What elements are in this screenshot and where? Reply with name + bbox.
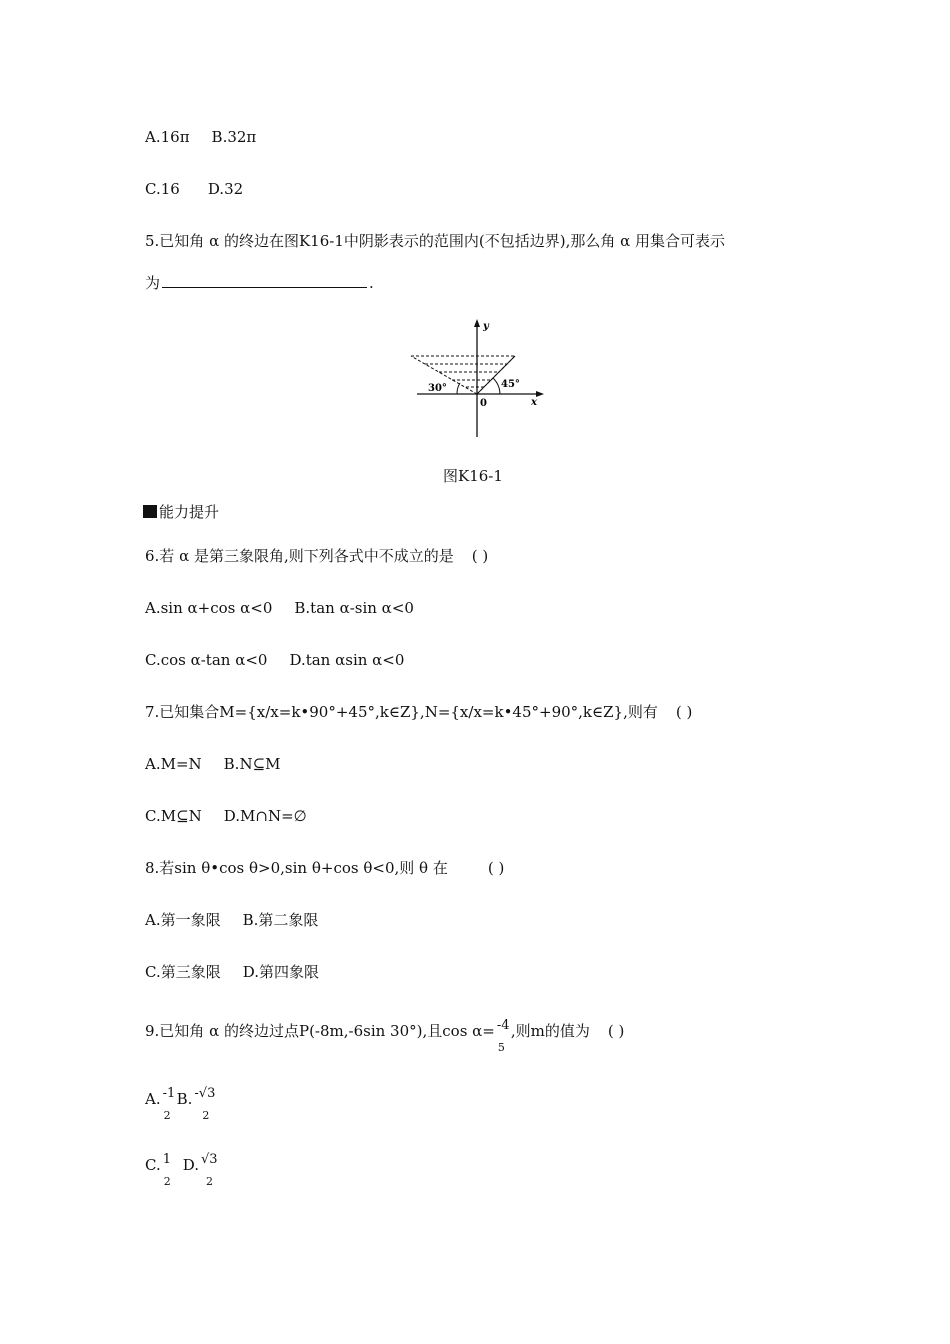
section-header: [143, 502, 219, 522]
q9-stem-suffix: ,则m的值为: [510, 1022, 590, 1040]
q9-option-d-numerator: √3: [200, 1152, 218, 1167]
q6-stem: 6.若 α 是第三象限角,则下列各式中不成立的是: [145, 547, 454, 565]
q9-option-a-denominator: 2: [163, 1109, 171, 1122]
q9-stem-prefix: 9.已知角 α 的终边过点P(-8m,-6sin 30°),且cos α=: [145, 1022, 495, 1040]
figure-k16-1: [405, 315, 550, 445]
q9-option-a-label: A.: [145, 1090, 161, 1108]
q9-cos-fraction: [495, 1016, 511, 1054]
q9-option-c-numerator: 1: [162, 1152, 171, 1167]
q5-stem-line2: [145, 273, 374, 293]
q6-option-d: D.tan αsin α<0: [289, 651, 405, 669]
q5-answer-blank[interactable]: [162, 273, 367, 288]
q6-option-b: B.tan α-sin α<0: [294, 599, 414, 617]
q9-option-a-fraction: [161, 1084, 177, 1122]
q6-stem-line: [145, 546, 488, 566]
q9-cos-numerator: -4: [496, 1018, 510, 1033]
q4-option-a: A.16π: [145, 128, 190, 146]
q9-cos-denominator: 5: [497, 1041, 505, 1054]
q6-option-a: A.sin α+cos α<0: [145, 599, 273, 617]
q9-option-b-fraction: [192, 1084, 220, 1122]
q8-option-d: D.第四象限: [242, 963, 319, 981]
q6-options-row1: [145, 598, 414, 618]
q6-answer-paren[interactable]: ( ): [471, 547, 489, 565]
q4-options-row1: [145, 127, 256, 147]
q5-stem-line1: 5.已知角 α 的终边在图K16-1中阴影表示的范围内(不包括边界),那么角 α 用集合可表示: [145, 232, 726, 250]
q7-option-c: C.M⊆N: [145, 807, 202, 825]
q8-option-b: B.第二象限: [242, 911, 319, 929]
q9-option-c-fraction: [161, 1150, 175, 1188]
q9-option-c-denominator: 2: [163, 1175, 171, 1188]
q4-option-b: B.32π: [211, 128, 257, 146]
q9-option-d-fraction: [199, 1150, 221, 1188]
q7-option-a: A.M=N: [145, 755, 202, 773]
q9-option-b-numerator: -√3: [194, 1086, 216, 1101]
q9-option-b-label: B.: [176, 1090, 193, 1108]
q4-option-c: C.16: [145, 180, 180, 198]
square-bullet-icon: [143, 505, 157, 518]
q7-stem: 7.已知集合M={x/x=k•90°+45°,k∈Z},N={x/x=k•45°+90°,k∈Z},则有: [145, 703, 658, 721]
q6-option-c: C.cos α-tan α<0: [145, 651, 268, 669]
q7-option-b: B.N⊆M: [223, 755, 281, 773]
q7-answer-paren[interactable]: ( ): [675, 703, 693, 721]
arc-30: [457, 383, 460, 394]
q7-option-d: D.M∩N=∅: [223, 807, 307, 825]
q4-option-d: D.32: [207, 180, 244, 198]
q8-options-row1: [145, 910, 318, 930]
x-axis-label: x: [531, 397, 537, 408]
q8-option-c: C.第三象限: [145, 963, 221, 981]
q4-options-row2: [145, 179, 243, 199]
x-axis-arrow: [536, 391, 544, 397]
q9-option-b-denominator: 2: [202, 1109, 210, 1122]
q5-stem-prefix: 为: [145, 274, 161, 292]
q8-stem: 8.若sin θ•cos θ>0,sin θ+cos θ<0,则 θ 在: [145, 859, 448, 877]
angle-45-label: 45°: [501, 379, 520, 390]
y-axis-label: y: [483, 321, 489, 332]
q6-options-row2: [145, 650, 404, 670]
origin-label: 0: [480, 398, 487, 409]
q8-options-row2: [145, 962, 319, 982]
q8-answer-paren[interactable]: ( ): [487, 859, 505, 877]
q7-options-row2: [145, 806, 307, 826]
figure-caption: 图K16-1: [443, 467, 503, 485]
q9-option-c-label: C.: [145, 1156, 161, 1174]
section-title: 能力提升: [159, 503, 220, 521]
q7-stem-line: [145, 702, 692, 722]
q9-stem-line: [145, 1016, 625, 1054]
q7-options-row1: [145, 754, 281, 774]
q8-stem-line: [145, 858, 504, 878]
arc-45: [493, 378, 500, 394]
y-axis-arrow: [474, 319, 480, 327]
q9-option-d-denominator: 2: [205, 1175, 213, 1188]
q9-options-row1: [145, 1084, 220, 1122]
q9-option-d-label: D.: [182, 1156, 199, 1174]
q8-option-a: A.第一象限: [145, 911, 221, 929]
q5-stem-suffix: .: [369, 274, 374, 292]
q9-answer-paren[interactable]: ( ): [607, 1022, 625, 1040]
q9-option-a-numerator: -1: [162, 1086, 176, 1101]
q9-options-row2: [145, 1150, 221, 1188]
angle-30-label: 30°: [428, 383, 447, 394]
